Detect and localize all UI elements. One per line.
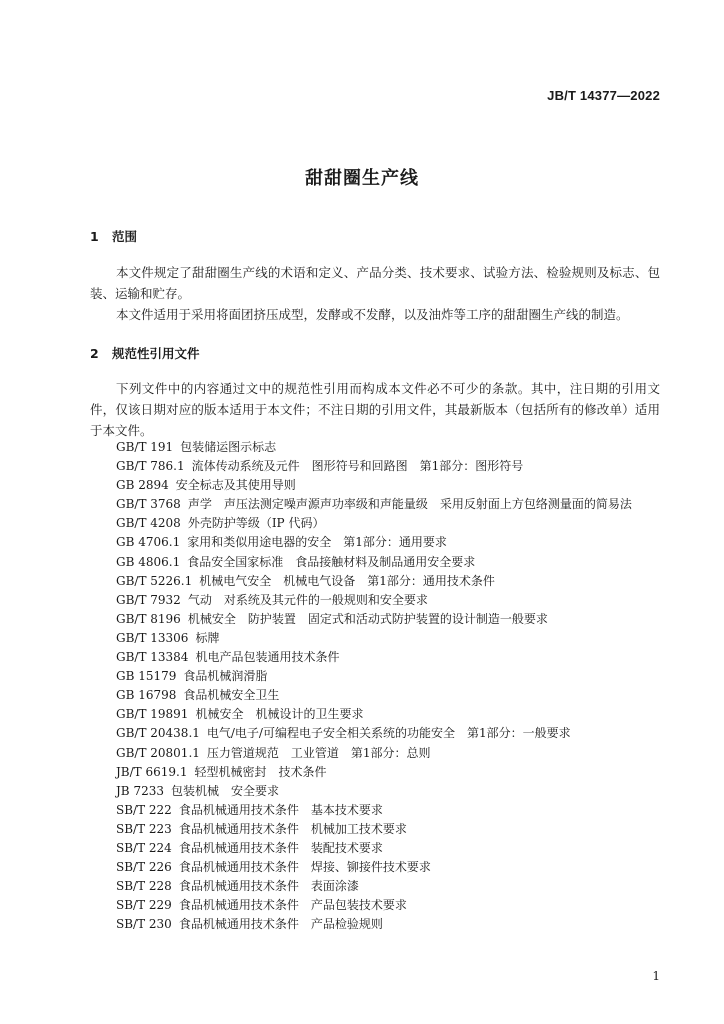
reference-code: SB/T 230 bbox=[116, 917, 172, 932]
reference-code: GB/T 13384 bbox=[116, 650, 189, 665]
reference-title: 机械安全 防护装置 固定式和活动式防护装置的设计制造一般要求 bbox=[187, 611, 548, 626]
reference-item bbox=[116, 514, 632, 533]
reference-item bbox=[116, 705, 632, 724]
page-number: 1 bbox=[652, 969, 660, 983]
reference-code: GB/T 191 bbox=[116, 440, 174, 454]
reference-item bbox=[116, 896, 632, 915]
reference-item bbox=[116, 877, 632, 896]
reference-title: 食品机械通用技术条件 焊接、铆接件技术要求 bbox=[178, 860, 431, 875]
reference-code: GB 4706.1 bbox=[116, 535, 181, 550]
reference-title: 食品机械润滑脂 bbox=[183, 669, 268, 684]
section-2-title: 规范性引用文件 bbox=[112, 346, 200, 361]
reference-code: GB/T 3768 bbox=[116, 497, 181, 512]
reference-title: 电气/电子/可编程电子安全相关系统的功能安全 第1部分：一般要求 bbox=[206, 726, 571, 741]
reference-item bbox=[116, 744, 632, 763]
reference-code: GB 15179 bbox=[116, 669, 177, 684]
reference-title: 机械电气安全 机械电气设备 第1部分：通用技术条件 bbox=[199, 573, 495, 588]
reference-title: 机电产品包装通用技术条件 bbox=[195, 650, 340, 665]
reference-code: JB 7233 bbox=[116, 783, 164, 798]
reference-code: SB/T 223 bbox=[116, 821, 172, 836]
reference-title: 流体传动系统及元件 图形符号和回路图 第1部分：图形符号 bbox=[191, 459, 524, 474]
reference-title: 机械安全 机械设计的卫生要求 bbox=[195, 707, 364, 722]
reference-title: 家用和类似用途电器的安全 第1部分：通用要求 bbox=[187, 535, 447, 550]
reference-item bbox=[116, 476, 632, 495]
references-intro: 下列文件中的内容通过文中的规范性引用而构成本文件必不可少的条款。其中，注日期的引用文件，仅该日期对应的版本适用于本文件；不注日期的引用文件，其最新版本（包括所有的修改单）适用于本文件。 bbox=[90, 381, 660, 438]
reference-code: SB/T 224 bbox=[116, 840, 172, 855]
reference-item bbox=[116, 686, 632, 705]
reference-title: 气动 对系统及其元件的一般规则和安全要求 bbox=[187, 592, 428, 607]
reference-code: GB/T 7932 bbox=[116, 592, 181, 607]
reference-code: SB/T 226 bbox=[116, 860, 172, 875]
reference-code: GB/T 20801.1 bbox=[116, 745, 200, 760]
section-2-number: 2 bbox=[90, 346, 99, 361]
section-1-title: 范围 bbox=[112, 229, 138, 244]
reference-title: 压力管道规范 工业管道 第1部分：总则 bbox=[206, 745, 431, 760]
reference-title: 食品机械通用技术条件 装配技术要求 bbox=[178, 840, 383, 855]
reference-code: GB 16798 bbox=[116, 688, 177, 703]
reference-list bbox=[116, 438, 632, 934]
reference-item bbox=[116, 553, 632, 572]
scope-paragraph-2: 本文件适用于采用将面团挤压成型，发酵或不发酵，以及油炸等工序的甜甜圈生产线的制造。 bbox=[116, 307, 629, 322]
reference-code: SB/T 229 bbox=[116, 898, 172, 913]
reference-title: 食品机械安全卫生 bbox=[183, 688, 280, 703]
reference-item bbox=[116, 610, 632, 629]
reference-code: GB/T 8196 bbox=[116, 611, 181, 626]
reference-title: 食品安全国家标准 食品接触材料及制品通用安全要求 bbox=[187, 554, 476, 569]
reference-title: 声学 声压法测定噪声源声功率级和声能量级 采用反射面上方包络测量面的简易法 bbox=[187, 497, 632, 512]
section-1-number: 1 bbox=[90, 229, 99, 244]
reference-item bbox=[116, 820, 632, 839]
reference-item bbox=[116, 801, 632, 820]
reference-item bbox=[116, 667, 632, 686]
reference-code: GB 4806.1 bbox=[116, 554, 181, 569]
reference-item bbox=[116, 572, 632, 591]
reference-item bbox=[116, 782, 632, 801]
reference-item bbox=[116, 438, 632, 457]
reference-title: 安全标志及其使用导则 bbox=[175, 478, 296, 493]
reference-title: 包装储运图示标志 bbox=[180, 440, 277, 454]
reference-code: GB/T 20438.1 bbox=[116, 726, 200, 741]
reference-title: 食品机械通用技术条件 产品检验规则 bbox=[178, 917, 383, 932]
reference-code: GB/T 4208 bbox=[116, 516, 181, 531]
reference-item bbox=[116, 839, 632, 858]
reference-code: GB/T 786.1 bbox=[116, 459, 185, 474]
reference-title: 食品机械通用技术条件 表面涂漆 bbox=[178, 879, 359, 894]
reference-item bbox=[116, 629, 632, 648]
reference-item bbox=[116, 533, 632, 552]
reference-title: 食品机械通用技术条件 机械加工技术要求 bbox=[178, 821, 407, 836]
reference-title: 包装机械 安全要求 bbox=[170, 783, 279, 798]
reference-code: GB/T 5226.1 bbox=[116, 573, 193, 588]
reference-item bbox=[116, 763, 632, 782]
reference-code: GB 2894 bbox=[116, 478, 169, 493]
reference-item bbox=[116, 495, 632, 514]
reference-code: SB/T 222 bbox=[116, 802, 172, 817]
reference-item bbox=[116, 858, 632, 877]
reference-item bbox=[116, 724, 632, 743]
section-2-heading bbox=[90, 344, 200, 362]
reference-item bbox=[116, 915, 632, 934]
reference-item bbox=[116, 457, 632, 476]
standard-code: JB/T 14377—2022 bbox=[547, 88, 660, 103]
reference-title: 轻型机械密封 技术条件 bbox=[194, 764, 327, 779]
reference-code: GB/T 13306 bbox=[116, 630, 189, 645]
section-1-heading bbox=[90, 227, 137, 245]
reference-item bbox=[116, 648, 632, 667]
reference-title: 标牌 bbox=[195, 630, 220, 645]
reference-title: 食品机械通用技术条件 基本技术要求 bbox=[178, 802, 383, 817]
reference-code: SB/T 228 bbox=[116, 879, 172, 894]
reference-code: JB/T 6619.1 bbox=[116, 764, 188, 779]
reference-title: 外壳防护等级（IP 代码） bbox=[187, 516, 325, 531]
reference-code: GB/T 19891 bbox=[116, 707, 189, 722]
reference-item bbox=[116, 591, 632, 610]
scope-paragraph-1: 本文件规定了甜甜圈生产线的术语和定义、产品分类、技术要求、试验方法、检验规则及标志、包装、运输和贮存。 bbox=[90, 265, 660, 301]
document-title: 甜甜圈生产线 bbox=[305, 168, 419, 189]
reference-title: 食品机械通用技术条件 产品包装技术要求 bbox=[178, 898, 407, 913]
